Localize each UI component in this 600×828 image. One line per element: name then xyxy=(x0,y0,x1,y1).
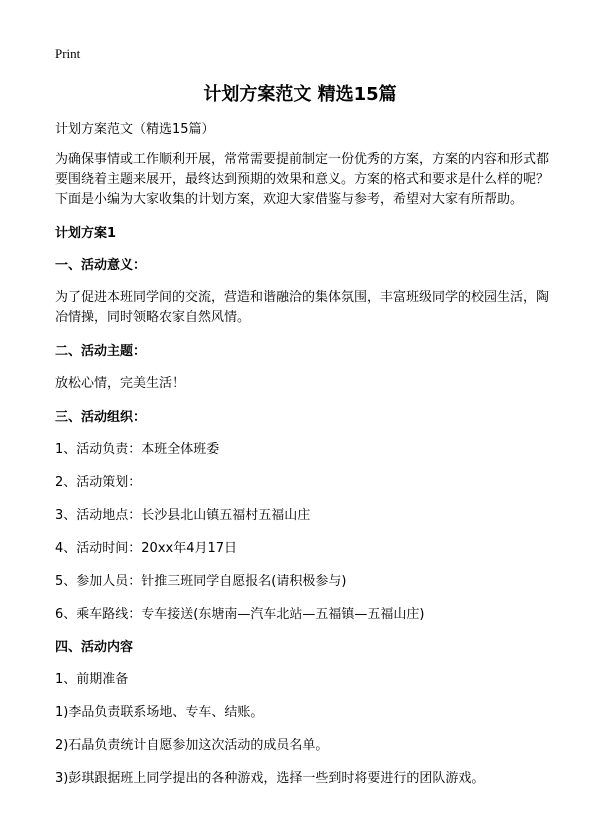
section-text-theme: 放松心情，完美生活！ xyxy=(55,376,186,391)
section-heading-content: 四、活动内容 xyxy=(55,640,134,655)
section-heading-theme: 二、活动主题： xyxy=(55,344,147,359)
content-subheading: 1、前期准备 xyxy=(55,672,129,687)
content-item: 3)彭琪跟据班上同学提出的各种游戏，选择一些到时将要进行的团队游戏。 xyxy=(55,771,485,786)
content-item: 2)石晶负责统计自愿参加这次活动的成员名单。 xyxy=(55,738,329,753)
plan-heading: 计划方案1 xyxy=(55,226,117,241)
content-item: 1)李品负责联系场地、专车、结账。 xyxy=(55,705,264,720)
organization-item: 4、活动时间：20xx年4月17日 xyxy=(55,541,238,556)
section-heading-significance: 一、活动意义： xyxy=(55,258,147,273)
organization-item: 2、活动策划： xyxy=(55,475,142,490)
section-heading-organization: 三、活动组织： xyxy=(55,410,147,425)
organization-item: 3、活动地点：长沙县北山镇五福村五福山庄 xyxy=(55,508,311,523)
section-text-significance: 为了促进本班同学间的交流，营造和谐融洽的集体氛围，丰富班级同学的校园生活，陶冶情操，同时领略农家自然风情。 xyxy=(55,290,550,325)
organization-item: 5、参加人员：针推三班同学自愿报名(请积极参与) xyxy=(55,574,347,589)
print-label: Print xyxy=(55,46,81,61)
document-subtitle: 计划方案范文（精选15篇） xyxy=(55,122,215,137)
organization-item: 1、活动负责：本班全体班委 xyxy=(55,442,220,457)
organization-item: 6、乘车路线：专车接送(东塘南—汽车北站—五福镇—五福山庄) xyxy=(55,607,425,622)
intro-paragraph: 为确保事情或工作顺利开展，常常需要提前制定一份优秀的方案，方案的内容和形式都要围绕着主题来展开，最终达到预期的效果和意义。方案的格式和要求是什么样的呢？下面是小编为大家收集的计划方案，欢迎大家借鉴与参考，希望对大家有所帮助。 xyxy=(55,152,550,207)
document-title: 计划方案范文 精选15篇 xyxy=(203,84,397,105)
document-body xyxy=(55,120,555,802)
